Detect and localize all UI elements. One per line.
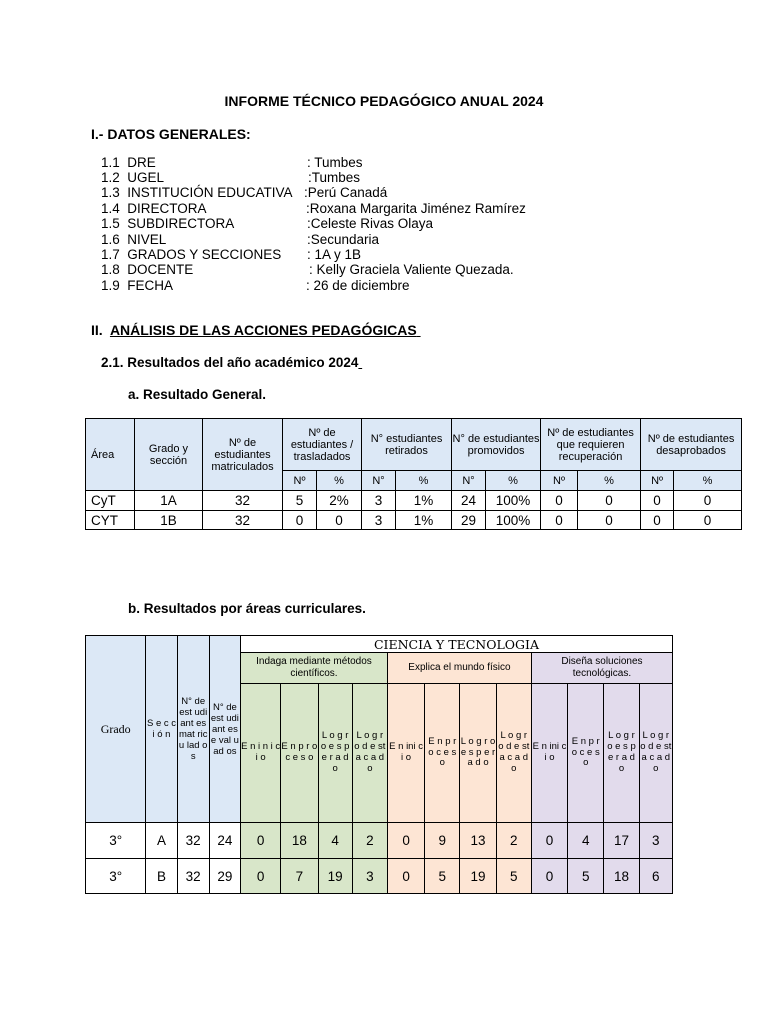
level-header: E n ini c i o [531, 684, 567, 823]
table-cell: 2 [352, 823, 387, 859]
datos-value: : 26 de diciembre [306, 278, 410, 293]
table-cell: 100% [486, 491, 541, 511]
datos-value: :Secundaria [307, 232, 380, 247]
table-cell: 3° [86, 823, 146, 859]
table-cell: CyT [86, 491, 135, 511]
header-matriculados: N° de est udi ant es mat ricu lad os [177, 636, 209, 823]
table-cell: A [146, 823, 177, 859]
table-cell: 0 [241, 859, 281, 894]
subheader-cell: % [486, 471, 541, 491]
table-cell: 24 [209, 823, 240, 859]
table-cell: 18 [604, 859, 639, 894]
table-cell: 3 [362, 511, 396, 530]
level-header: L o g r o e s p e r a d o [318, 684, 352, 823]
table-cell: 6 [639, 859, 672, 894]
level-header: E n p r o c e s o [281, 684, 318, 823]
table-cell: 0 [641, 491, 674, 511]
table-cell: 0 [387, 823, 424, 859]
datos-value: :Roxana Margarita Jiménez Ramírez [306, 201, 526, 216]
table-cell: 0 [387, 859, 424, 894]
section-analisis-title [110, 322, 421, 338]
competencia-disena: Diseña soluciones tecnológicas. [531, 653, 672, 684]
table-cell: 3 [362, 491, 396, 511]
table-cell: 32 [177, 859, 209, 894]
table-cell: 4 [318, 823, 352, 859]
table-cell: 1B [135, 511, 203, 530]
resultados-areas-heading: b. Resultados por áreas curriculares. [128, 601, 366, 616]
table-row [86, 511, 742, 530]
table-row [86, 859, 673, 894]
subheader-cell: Nº [283, 471, 317, 491]
table-cell: 32 [203, 491, 283, 511]
table-cell: 17 [604, 823, 639, 859]
datos-label: 1.8 DOCENTE [101, 262, 194, 277]
table-cell: 0 [531, 823, 567, 859]
table-cell: 2 [496, 823, 531, 859]
subsection-resultados-heading [101, 355, 362, 370]
subheader-cell: Nº [641, 471, 674, 491]
table-cell: 18 [281, 823, 318, 859]
table-cell: 3 [352, 859, 387, 894]
level-header: L o g r o e s p e r a d o [460, 684, 496, 823]
subheader-cell: Nº [541, 471, 578, 491]
level-header: L o g r o d e st a c a d o [639, 684, 672, 823]
datos-label: 1.5 SUBDIRECTORA [101, 216, 235, 231]
table-cell: 0 [578, 491, 641, 511]
table-cell: 1% [396, 491, 452, 511]
datos-value: : Tumbes [307, 155, 363, 170]
table-cell: 0 [241, 823, 281, 859]
level-header: E n ini c i o [387, 684, 424, 823]
table-cell: 7 [281, 859, 318, 894]
table-cell: 5 [496, 859, 531, 894]
header-area: Área [86, 419, 135, 491]
header-matriculados: Nº de estudiantes matriculados [203, 419, 283, 491]
header-desaprobados: Nº de estudiantes desaprobados [641, 419, 742, 471]
header-retirados: N° estudiantes retirados [362, 419, 452, 471]
table-cell: 1A [135, 491, 203, 511]
datos-value: :Perú Canadá [304, 185, 388, 200]
datos-value: :Celeste Rivas Olaya [307, 216, 434, 231]
datos-label: 1.9 FECHA [101, 278, 174, 293]
subheader-cell: % [396, 471, 452, 491]
header-promovidos: N° de estudiantes promovidos [452, 419, 541, 471]
datos-label: 1.4 DIRECTORA [101, 201, 207, 216]
table-cell: 2% [317, 491, 362, 511]
datos-label: 1.6 NIVEL [101, 232, 167, 247]
table-cell: 19 [460, 859, 496, 894]
table-cell: 3° [86, 859, 146, 894]
header-recuperacion: Nº de estudiantes que requieren recuperación [541, 419, 641, 471]
subheader-cell: % [674, 471, 742, 491]
table-cell: 5 [568, 859, 604, 894]
section-number: II. [91, 322, 103, 338]
section-datos-generales-heading: I.- DATOS GENERALES: [91, 126, 251, 142]
datos-label: 1.1 DRE [101, 155, 156, 170]
header-grado: Grado [86, 636, 146, 823]
datos-label: 1.3 INSTITUCIÓN EDUCATIVA [101, 185, 293, 200]
competencia-indaga: Indaga mediante métodos científicos. [241, 653, 388, 684]
table-cell: 24 [452, 491, 486, 511]
table-cell: 13 [460, 823, 496, 859]
table-row [86, 823, 673, 859]
resultado-general-table [85, 418, 742, 530]
table-cell: 0 [541, 511, 578, 530]
table-cell: 0 [541, 491, 578, 511]
page-title: INFORME TÉCNICO PEDAGÓGICO ANUAL 2024 [224, 93, 544, 109]
resultado-general-heading: a. Resultado General. [128, 387, 267, 402]
table-cell: 32 [203, 511, 283, 530]
level-header: E n p r o c e s o [568, 684, 604, 823]
table-cell: 0 [317, 511, 362, 530]
table-cell: 19 [318, 859, 352, 894]
table-cell: 0 [674, 491, 742, 511]
table-cell: 1% [396, 511, 452, 530]
datos-label: 1.2 UGEL [101, 170, 165, 185]
table-cell: 3 [639, 823, 672, 859]
level-header: E n i n i c i o [241, 684, 281, 823]
table-cell: 32 [177, 823, 209, 859]
table-cell: 0 [578, 511, 641, 530]
table-cell: 0 [531, 859, 567, 894]
level-header: L o g r o d e st a c a d o [352, 684, 387, 823]
table-cell: 29 [452, 511, 486, 530]
table-cell: 100% [486, 511, 541, 530]
table-cell: 0 [641, 511, 674, 530]
subheader-cell: % [317, 471, 362, 491]
table-cell: 9 [425, 823, 460, 859]
datos-value: : 1A y 1B [307, 247, 362, 262]
table-cell: 5 [425, 859, 460, 894]
datos-value: : Kelly Graciela Valiente Quezada. [309, 262, 514, 277]
table-cell: B [146, 859, 177, 894]
table-cell: 5 [283, 491, 317, 511]
level-header: E n p r o c e s o [425, 684, 460, 823]
resultados-areas-table [85, 635, 673, 894]
subheader-cell: N° [362, 471, 396, 491]
header-grado-seccion: Grado y sección [135, 419, 203, 491]
competencia-explica: Explica el mundo físico [387, 653, 531, 684]
datos-label: 1.7 GRADOS Y SECCIONES [101, 247, 282, 262]
table-cell: CYT [86, 511, 135, 530]
header-evaluados: N° de est udi ant es e val uad os [209, 636, 240, 823]
datos-value: :Tumbes [308, 170, 361, 185]
table-cell: 0 [674, 511, 742, 530]
subject-header: CIENCIA Y TECNOLOGIA [241, 636, 673, 653]
table-cell: 0 [283, 511, 317, 530]
subsection-resultados-text: 2.1. Resultados del año académico 2024 [101, 355, 359, 370]
table-row [86, 491, 742, 511]
table-cell: 29 [209, 859, 240, 894]
subheader-cell: N° [452, 471, 486, 491]
section-analisis-heading [91, 322, 421, 338]
table-cell: 4 [568, 823, 604, 859]
header-seccion: S e c c i ó n [146, 636, 177, 823]
subheader-cell: % [578, 471, 641, 491]
level-header: L o g r o e s p e r a d o [604, 684, 639, 823]
header-trasladados: Nº de estudiantes / trasladados [283, 419, 362, 471]
section-analisis-text: ANÁLISIS DE LAS ACCIONES PEDAGÓGICAS [109, 322, 417, 338]
level-header: L o g r o d e st a c a d o [496, 684, 531, 823]
